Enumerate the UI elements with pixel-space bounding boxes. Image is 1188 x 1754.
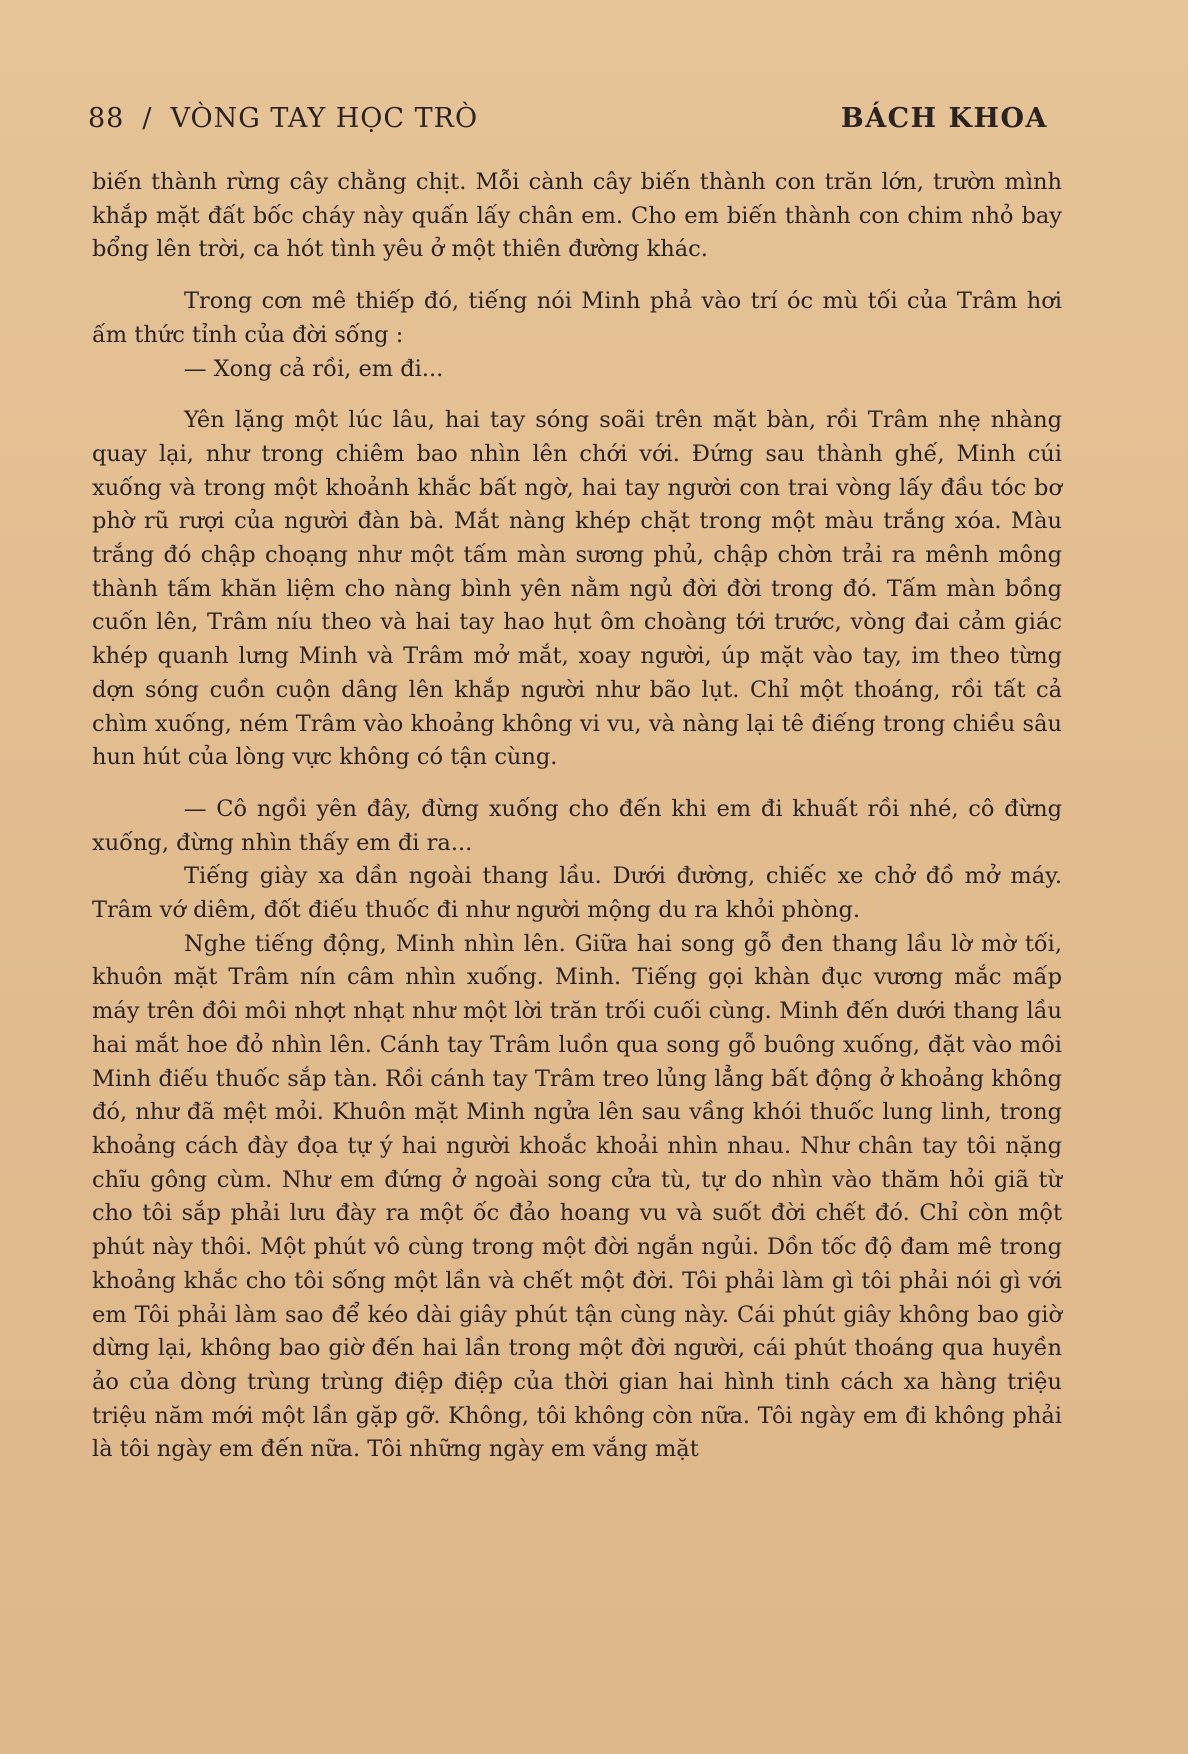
paragraph: Nghe tiếng động, Minh nhìn lên. Giữa hai song gỗ đen thang lầu lờ mờ tối, khuôn mặt Trâm nín câm nhìn xuống. Minh. Tiếng gọi khàn đục vương mắc mấp máy trên đôi môi nhợt nhạt như một lời trăn trối cuối cùng. Minh đến dưới thang lầu hai mắt hoe đỏ nhìn lên. Cánh tay Trâm luồn qua song gỗ buông xuống, đặt vào môi Minh điếu thuốc sắp tàn. Rồi cánh tay Trâm treo lủng lẳng bất động ở khoảng không đó, như đã mệt mỏi. Khuôn mặt Minh ngửa lên sau vầng khói thuốc lung linh, trong khoảng cách đày đọa tự ý hai người khoắc khoải nhìn nhau. Như chân tay tôi nặng chĩu gông cùm. Như em đứng ở ngoài song cửa tù, tự do nhìn vào thăm hỏi giã từ cho tôi sắp phải lưu đày ra một ốc đảo hoang vu và suốt đời chết đó. Chỉ còn một phút này thôi. Một phút vô cùng trong một đời ngắn ngủi. Dồn tốc độ đam mê trong khoảng khắc cho tôi sống một lần và chết một đời. Tôi phải làm gì tôi phải nói gì với em Tôi phải làm sao để kéo dài giây phút tận cùng này. Cái phút giây không bao giờ dừng lại, không bao giờ đến hai lần trong một đời người, cái phút thoáng qua huyền ảo của dòng trùng trùng điệp điệp của thời gian hai hình tinh cách xa hàng triệu triệu năm mới một lần gặp gỡ. Không, tôi không còn nữa. Tôi ngày em đi không phải là tôi ngày em đến nữa. Tôi những ngày em vắng mặt <box>92 930 1062 1463</box>
body-text <box>92 166 1062 1467</box>
header-separator: / <box>142 102 153 134</box>
journal-name: BÁCH KHOA <box>840 102 1048 134</box>
page-header <box>88 98 1048 138</box>
dialogue-line: — Xong cả rồi, em đi... <box>184 355 444 382</box>
header-left <box>88 103 478 134</box>
paragraph: biến thành rừng cây chằng chịt. Mỗi cành cây biến thành con trăn lớn, trườn mình khắp mặt đất bốc cháy này quấn lấy chân em. Cho em biến thành con chim nhỏ bay bổng lên trời, ca hót tình yêu ở một thiên đường khác. <box>92 169 1062 263</box>
dialogue-line: — Cô ngồi yên đây, đừng xuống cho đến khi em đi khuất rồi nhé, cô đừng xuống, đừng nhìn thấy em đi ra... <box>92 795 1062 856</box>
paragraph: Trong cơn mê thiếp đó, tiếng nói Minh phả vào trí óc mù tối của Trâm hơi ấm thức tỉnh của đời sống : <box>92 288 1062 348</box>
paragraph: Yên lặng một lúc lâu, hai tay sóng soãi trên mặt bàn, rồi Trâm nhẹ nhàng quay lại, như trong chiêm bao nhìn lên chới với. Đứng sau thành ghế, Minh cúi xuống và trong một khoảnh khắc bất ngờ, hai tay người con trai vòng lấy đầu tóc bơ phờ rũ rượi của người đàn bà. Mắt nàng khép chặt trong một màu trắng xóa. Màu trắng đó chập choạng như một tấm màn sương phủ, chập chờn trải ra mênh mông thành tấm khăn liệm cho nàng bình yên nằm ngủ đời đời trong đó. Tấm màn bồng cuốn lên, Trâm níu theo và hai tay hao hụt ôm choàng tới trước, vòng đai cảm giác khép quanh lưng Minh và Trâm mở mắt, xoay người, úp mặt vào tay, im theo từng dợn sóng cuồn cuộn dâng lên khắp người như bão lụt. Chỉ một thoáng, rồi tất cả chìm xuống, ném Trâm vào khoảng không vi vu, và nàng lại tê điếng trong chiều sâu hun hút của lòng vực không có tận cùng. <box>92 407 1062 771</box>
paragraph: Tiếng giày xa dần ngoài thang lầu. Dưới đường, chiếc xe chở đồ mở máy. Trâm vớ diêm, đốt điếu thuốc đi như người mộng du ra khỏi phòng. <box>92 863 1062 924</box>
page-number: 88 <box>88 102 125 134</box>
running-title: VÒNG TAY HỌC TRÒ <box>170 102 479 134</box>
